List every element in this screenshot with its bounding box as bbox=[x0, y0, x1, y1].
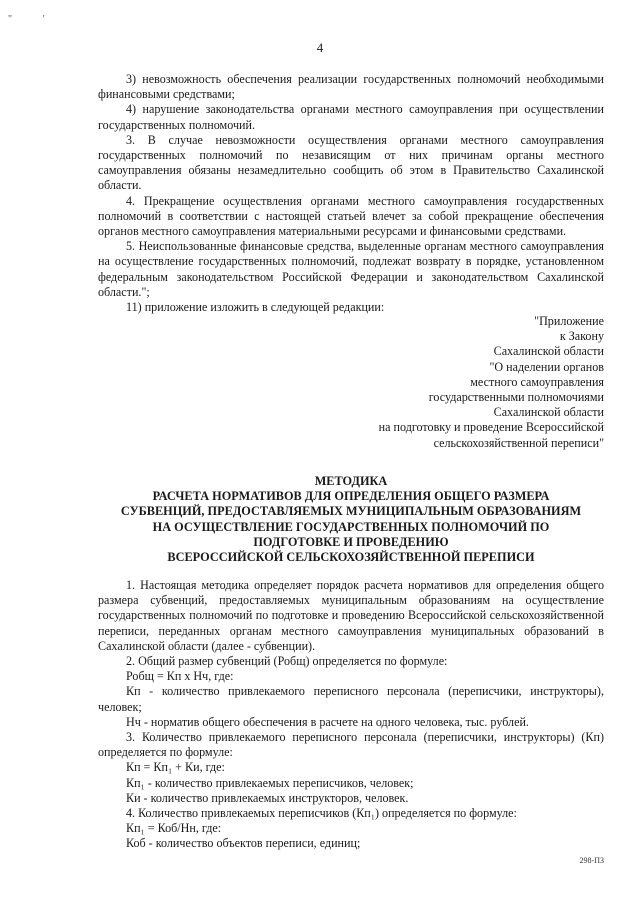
top-text-block bbox=[98, 72, 604, 315]
paragraph: Кп - количество привлекаемого переписного персонала (переписчики, инструкторы), человек; bbox=[98, 684, 604, 714]
paragraph: 4. Прекращение осуществления органами местного самоуправления государственных полномочий в соответствии с настоящей статьей влечет за собой прекращение обеспечения органов местного самоуправления материальными ресурсами и финансовыми средствами. bbox=[98, 193, 604, 239]
paragraph: Кп = Кп₁ + Ки, где: bbox=[126, 760, 225, 775]
methodology-body bbox=[98, 578, 604, 852]
appendix-reference-block bbox=[379, 314, 604, 451]
methodology-title bbox=[98, 474, 604, 565]
appendix-line: сельскохозяйственной переписи" bbox=[433, 435, 604, 450]
title-line: СУБВЕНЦИЙ, ПРЕДОСТАВЛЯЕМЫХ МУНИЦИПАЛЬНЫМ ОБРАЗОВАНИЯМ bbox=[120, 504, 582, 519]
paragraph: 5. Неиспользованные финансовые средства, выделенные органам местного самоуправления на осуществление государственных полномочий, подлежат возврату в порядке, установленном федеральным законодательством Российской Федерации и законодательством Сахалинской области."; bbox=[98, 239, 604, 299]
paragraph: 3. Количество привлекаемого переписного персонала (переписчики, инструкторы) (Кп) определяется по формуле: bbox=[98, 730, 604, 760]
appendix-line: на подготовку и проведение Всероссийской bbox=[378, 420, 604, 435]
paragraph: Ки - количество привлекаемых инструкторов, человек. bbox=[126, 790, 409, 805]
appendix-line: государственными полномочиями bbox=[428, 390, 604, 405]
appendix-line: Сахалинской области bbox=[493, 344, 604, 359]
paragraph: 2. Общий размер субвенций (Робщ) определяется по формуле: bbox=[126, 654, 448, 669]
document-code: 298-ПЗ bbox=[579, 856, 604, 865]
title-line: ПОДГОТОВКЕ И ПРОВЕДЕНИЮ bbox=[253, 534, 449, 549]
paragraph: Кп₁ = Коб/Нн, где: bbox=[126, 821, 222, 836]
appendix-line: Сахалинской области bbox=[493, 405, 604, 420]
paragraph: Коб - количество объектов переписи, единиц; bbox=[126, 836, 361, 851]
paragraph: 1. Настоящая методика определяет порядок расчета нормативов для определения общего размера субвенций, предоставляемых муниципальным образованиям на осуществление государственных полномочий по подготовке и проведению Всероссийской сельскохозяйственной переписи, переданных органам местного самоуправления муниципальных образований в Сахалинской области (далее - субвенции). bbox=[98, 578, 604, 653]
paragraph: 4) нарушение законодательства органами местного самоуправления при осуществлении государственных полномочий. bbox=[98, 102, 604, 132]
title-line: РАСЧЕТА НОРМАТИВОВ ДЛЯ ОПРЕДЕЛЕНИЯ ОБЩЕГО РАЗМЕРА bbox=[152, 489, 550, 504]
paragraph: Нч - норматив общего обеспечения в расчете на одного человека, тыс. рублей. bbox=[126, 714, 529, 729]
paragraph: Робщ = Кп x Нч, где: bbox=[126, 669, 234, 684]
title-line: НА ОСУЩЕСТВЛЕНИЕ ГОСУДАРСТВЕННЫХ ПОЛНОМОЧИЙ ПО bbox=[152, 519, 550, 534]
paragraph: 11) приложение изложить в следующей редакции: bbox=[126, 300, 385, 315]
appendix-line: к Закону bbox=[559, 329, 604, 344]
appendix-line: "О наделении органов bbox=[489, 359, 604, 374]
appendix-line: "Приложение bbox=[534, 314, 604, 328]
paragraph: Кп₁ - количество привлекаемых переписчиков, человек; bbox=[126, 775, 414, 790]
corner-marks: " ʹ bbox=[8, 14, 59, 25]
paragraph: 3) невозможность обеспечения реализации государственных полномочий необходимыми финансовыми средствами; bbox=[98, 72, 604, 102]
paragraph: 4. Количество привлекаемых переписчиков (Кп₁) определяется по формуле: bbox=[126, 806, 517, 821]
paragraph: 3. В случае невозможности осуществления органами местного самоуправления государственных полномочий по независящим от них причинам органы местного самоуправления обязаны незамедлительно сообщить об этом в Правительство Сахалинской области. bbox=[98, 132, 604, 193]
title-line: ВСЕРОССИЙСКОЙ СЕЛЬСКОХОЗЯЙСТВЕННОЙ ПЕРЕПИСИ bbox=[167, 550, 535, 565]
appendix-line: местного самоуправления bbox=[470, 374, 604, 389]
page-number: 4 bbox=[316, 40, 324, 55]
title-line: МЕТОДИКА bbox=[314, 474, 388, 488]
